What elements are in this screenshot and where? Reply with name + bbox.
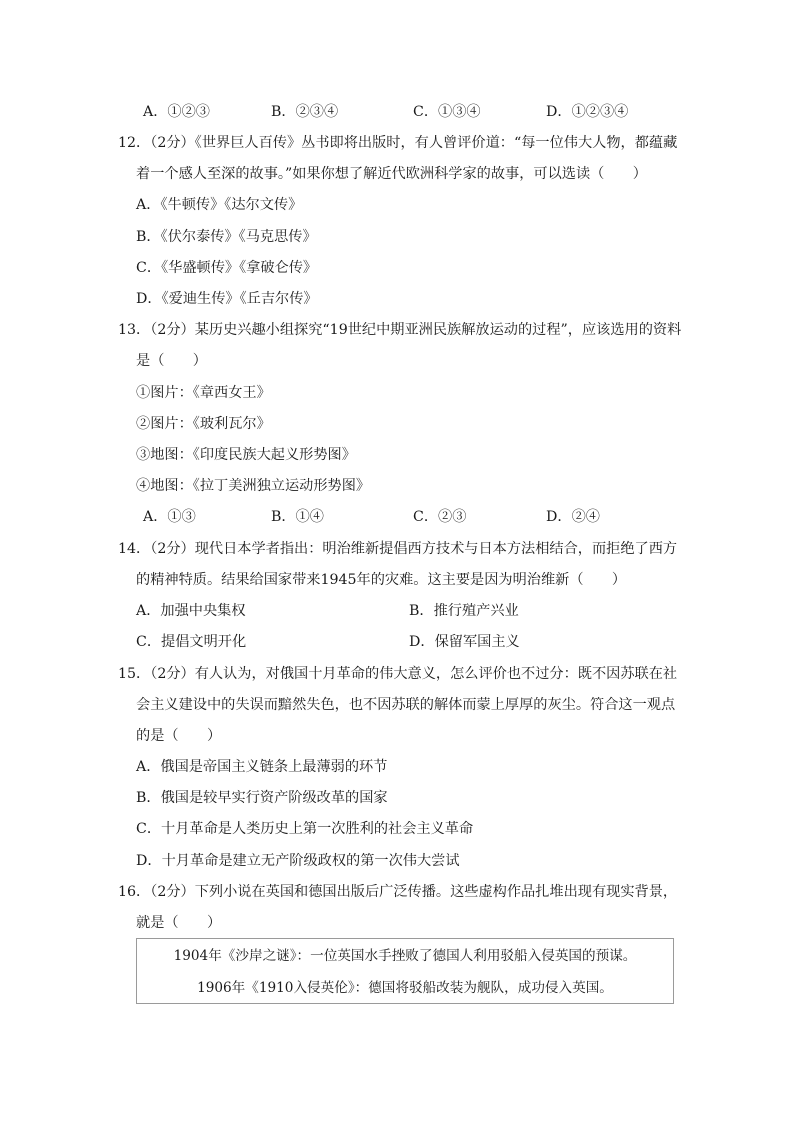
q13-option-a: A．①③	[143, 509, 196, 525]
q15-stem-line-1: 15．（2分）有人认为，对俄国十月革命的伟大意义，怎么评价也不过分：既不因苏联在社	[118, 666, 678, 682]
q11-option-b: B．②③④	[271, 104, 339, 120]
q12-option-d: D．《爱迪生传》《丘吉尔传》	[136, 291, 318, 307]
q11-option-a: A．①②③	[143, 104, 210, 120]
q13-options	[143, 507, 683, 527]
q12-stem-line-2: 着一个感人至深的故事。”如果你想了解近代欧洲科学家的故事，可以选读（ ）	[136, 166, 647, 182]
q16-stem-line-1: 16．（2分）下列小说在英国和德国出版后广泛传播。这些虚构作品扎堆出现有现实背景，	[118, 884, 678, 900]
q15-option-b: B．俄国是较早实行资产阶级改革的国家	[136, 790, 388, 806]
q13-option-b: B．①④	[271, 509, 324, 525]
q11-option-d: D．①②③④	[546, 104, 629, 120]
q13-item-2: ②图片：《玻利瓦尔》	[136, 416, 271, 432]
q14-stem-line-2: 的精神特质。结果给国家带来1945年的灾难。这主要是因为明治维新（ ）	[136, 572, 627, 588]
q16-stem-line-2: 就是（ ）	[136, 915, 222, 931]
q13-item-4: ④地图：《拉丁美洲独立运动形势图》	[136, 478, 371, 494]
q16-material-box	[136, 938, 674, 1004]
q12-option-a: A．《牛顿传》《达尔文传》	[136, 197, 303, 213]
q12-option-c: C．《华盛顿传》《拿破仑传》	[136, 260, 318, 276]
q15-option-c: C．十月革命是人类历史上第一次胜利的社会主义革命	[136, 821, 474, 837]
q13-item-3: ③地图：《印度民族大起义形势图》	[136, 447, 356, 463]
q15-option-d: D．十月革命是建立无产阶级政权的第一次伟大尝试	[136, 853, 460, 869]
q13-stem-line-2: 是（ ）	[136, 353, 207, 369]
q14-stem-line-1: 14．（2分）现代日本学者指出：明治维新提倡西方技术与日本方法相结合，而拒绝了西方	[118, 541, 678, 557]
q16-material-line-1: 1904年《沙岸之谜》：一位英国水手挫败了德国人利用驳船入侵英国的预谋。	[173, 948, 637, 964]
q14-option-c: C．提倡文明开化	[136, 634, 247, 650]
q11-options	[143, 102, 683, 122]
q13-item-1: ①图片：《章西女王》	[136, 385, 271, 401]
q14-option-d: D．保留军国主义	[409, 634, 520, 650]
q12-stem-line-1: 12．（2分）《世界巨人百传》丛书即将出版时，有人曾评价道：“每一位伟大人物，都蕴藏	[118, 135, 678, 151]
q13-option-c: C．②③	[413, 509, 467, 525]
q13-option-d: D．②④	[546, 509, 600, 525]
q11-option-c: C．①③④	[413, 104, 481, 120]
q15-stem-line-2: 会主义建设中的失误而黯然失色，也不因苏联的解体而蒙上厚厚的灰尘。符合这一观点	[136, 697, 676, 713]
q16-material-line-2: 1906年《1910入侵英伦》：德国将驳船改装为舰队，成功侵入英国。	[197, 980, 613, 996]
q14-option-a: A．加强中央集权	[136, 603, 246, 619]
q12-option-b: B．《伏尔泰传》《马克思传》	[136, 229, 317, 245]
q13-stem-line-1: 13．（2分）某历史兴趣小组探究“19世纪中期亚洲民族解放运动的过程”，应该选用的资料	[118, 322, 682, 338]
q15-stem-line-3: 的是（ ）	[136, 728, 222, 744]
q14-option-b: B．推行殖产兴业	[409, 603, 519, 619]
q15-option-a: A．俄国是帝国主义链条上最薄弱的环节	[136, 759, 388, 775]
